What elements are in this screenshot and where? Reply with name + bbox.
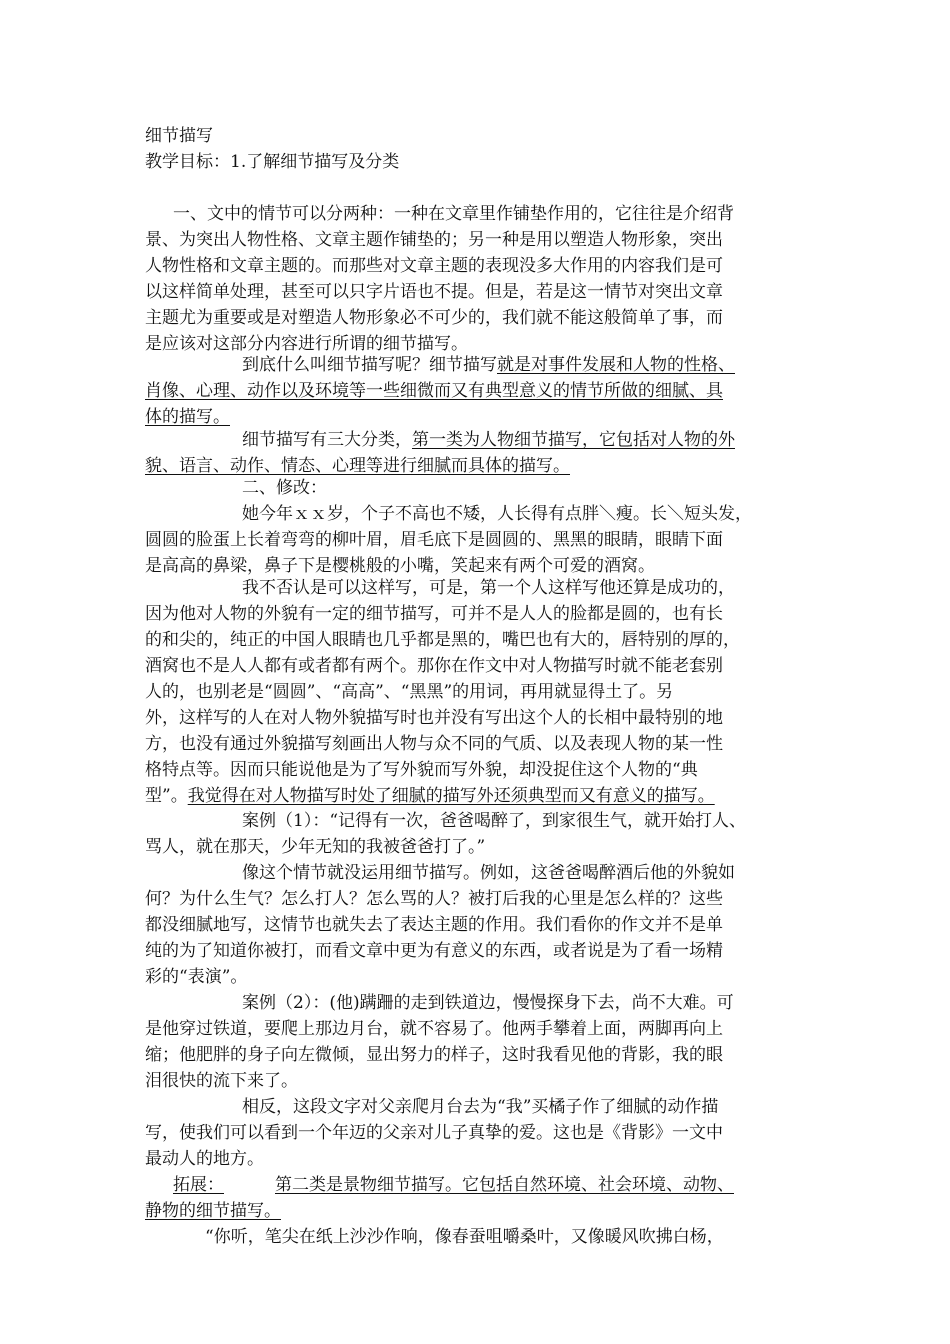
case-2-line-4: 泪很快的流下来了。 — [145, 1071, 298, 1091]
definition-underlined-3: 体的描写。 — [145, 407, 230, 427]
paragraph-7-line-1: 相反，这段文字对父亲爬月台去为“我”买橘子作了细腻的动作描 — [242, 1097, 719, 1117]
paragraph-2-line-1 — [145, 352, 810, 378]
teaching-objective: 教学目标：1.了解细节描写及分类 — [145, 152, 400, 172]
expansion-underline-gap — [224, 1172, 275, 1198]
category-1-underlined-2: 貌、语言、动作、情态、心理等进行细腻而具体的描写。 — [145, 456, 570, 476]
paragraph-6-line-1: 像这个情节就没运用细节描写。例如，这爸爸喝醉酒后他的外貌如 — [242, 863, 735, 883]
paragraph-6-line-4: 纯的为了知道你被打，而看文章中更为有意义的东西，或者说是为了看一场精 — [145, 941, 723, 961]
paragraph-5-line-3: 的和尖的，纯正的中国人眼睛也几乎都是黑的，嘴巴也有大的，唇特别的厚的， — [145, 630, 740, 650]
paragraph-4-line-2: 圆圆的脸蛋上长着弯弯的柳叶眉，眉毛底下是圆圆的、黑黑的眼睛，眼睛下面 — [145, 530, 723, 550]
paragraph-5-underlined-conclusion: 我觉得在对人物描写时处了细腻的描写外还须典型而又有意义的描写。 — [187, 786, 715, 806]
paragraph-5-line-1: 我不否认是可以这样写，可是，第一个人这样写他还算是成功的， — [242, 578, 735, 598]
definition-underlined-2: 肖像、心理、动作以及环境等一些细微而又有典型意义的情节所做的细腻、具 — [145, 381, 723, 401]
paragraph-5-line-8: 格特点等。因而只能说他是为了写外貌而写外貌，却没捉住这个人物的“典 — [145, 760, 698, 780]
paragraph-5-line-5: 人的，也别老是“圆圆”、“高高”、“黑黑”的用词，再用就显得土了。另 — [145, 682, 674, 702]
category-lead: 细节描写有三大分类， — [242, 430, 412, 450]
paragraph-1-line-6: 是应该对这部分内容进行所谓的细节描写。 — [145, 334, 468, 354]
case-1-line-2: 骂人，就在那天，少年无知的我被爸爸打了。” — [145, 837, 486, 857]
definition-underlined-1: 就是对事件发展和人物的性格、 — [497, 355, 735, 375]
section-2-heading: 二、修改： — [242, 478, 327, 498]
paragraph-3-line-1 — [145, 427, 810, 453]
case-2-line-1: 案例（2）：(他)蹒跚的走到铁道边，慢慢探身下去，尚不大难。可 — [242, 993, 734, 1013]
paragraph-4-line-1: 她今年ｘｘ岁，个子不高也不矮，人长得有点胖＼瘦。长＼短头发， — [242, 504, 752, 524]
paragraph-5-line-2: 因为他对人物的外貌有一定的细节描写，可并不是人人的脸都是圆的，也有长 — [145, 604, 723, 624]
paragraph-1-line-2: 景、为突出人物性格、文章主题作铺垫的；另一种是用以塑造人物形象，突出 — [145, 230, 723, 250]
paragraph-1-line-3: 人物性格和文章主题的。而那些对文章主题的表现没多大作用的内容我们是可 — [145, 256, 723, 276]
paragraph-6-line-5: 彩的“表演”。 — [145, 967, 248, 987]
quote-line: “你听，笔尖在纸上沙沙作响，像春蚕咀嚼桑叶，又像暖风吹拂白杨， — [205, 1227, 724, 1247]
paragraph-5-last-lead: 型”。 — [145, 786, 188, 806]
paragraph-4-line-3: 是高高的鼻梁，鼻子下是樱桃般的小嘴，笑起来有两个可爱的酒窝。 — [145, 556, 655, 576]
definition-lead: 到底什么叫细节描写呢？细节描写 — [242, 355, 497, 375]
document-title: 细节描写 — [145, 126, 213, 146]
expansion-line-1 — [145, 1172, 810, 1198]
expansion-line-2 — [145, 1198, 810, 1224]
paragraph-1-line-1: 一、文中的情节可以分两种：一种在文章里作铺垫作用的，它往往是介绍背 — [173, 204, 734, 224]
case-2-line-3: 缩；他肥胖的身子向左微倾，显出努力的样子，这时我看见他的背影，我的眼 — [145, 1045, 723, 1065]
paragraph-5-line-6: 外，这样写的人在对人物外貌描写时也并没有写出这个人的长相中最特别的地 — [145, 708, 723, 728]
paragraph-1-line-4: 以这样简单处理，甚至可以只字片语也不提。但是，若是这一情节对突出文章 — [145, 282, 723, 302]
expansion-underlined-2: 静物的细节描写。 — [145, 1201, 281, 1221]
case-2-line-2: 是他穿过铁道，要爬上那边月台，就不容易了。他两手攀着上面，两脚再向上 — [145, 1019, 723, 1039]
category-1-underlined-1: 第一类为人物细节描写，它包括对人物的外 — [412, 430, 735, 450]
paragraph-6-line-3: 都没细腻地写，这情节也就失去了表达主题的作用。我们看你的作文并不是单 — [145, 915, 723, 935]
paragraph-6-line-2: 何？为什么生气？怎么打人？怎么骂的人？被打后我的心里是怎么样的？这些 — [145, 889, 723, 909]
paragraph-7-line-2: 写，使我们可以看到一个年迈的父亲对儿子真挚的爱。这也是《背影》一文中 — [145, 1123, 723, 1143]
paragraph-5-line-7: 方，也没有通过外貌描写刻画出人物与众不同的气质、以及表现人物的某一性 — [145, 734, 723, 754]
paragraph-7-line-3: 最动人的地方。 — [145, 1149, 264, 1169]
paragraph-5-line-4: 酒窝也不是人人都有或者都有两个。那你在作文中对人物描写时就不能老套别 — [145, 656, 723, 676]
expansion-underlined-1: 第二类是景物细节描写。它包括自然环境、社会环境、动物、 — [275, 1175, 734, 1195]
paragraph-1-line-5: 主题尤为重要或是对塑造人物形象必不可少的，我们就不能这般简单了事，而 — [145, 308, 723, 328]
case-1-line-1: 案例（1）：“记得有一次，爸爸喝醉了，到家很生气，就开始打人、 — [242, 811, 747, 831]
expansion-label: 拓展： — [173, 1175, 224, 1195]
paragraph-5-line-9 — [145, 783, 810, 809]
